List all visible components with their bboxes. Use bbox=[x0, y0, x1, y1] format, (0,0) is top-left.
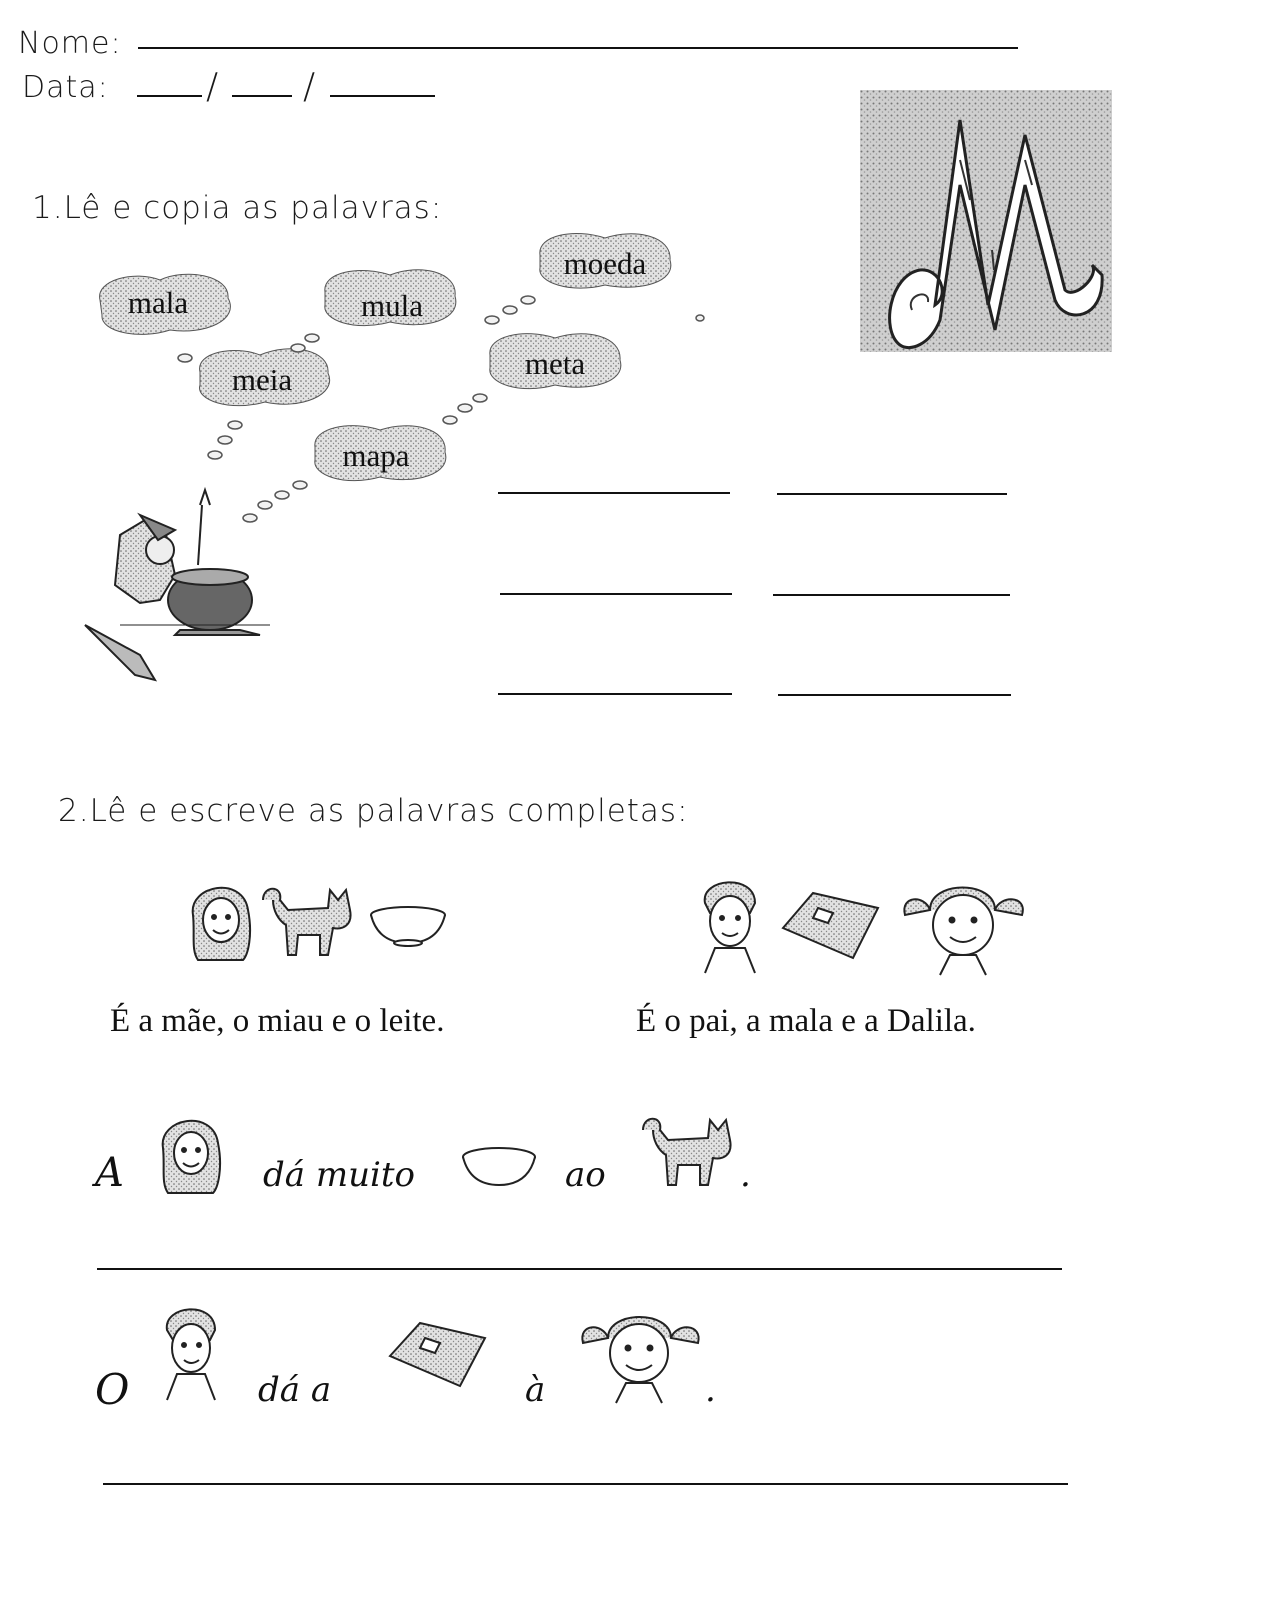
word-mala: mala bbox=[127, 285, 189, 320]
copy-line-3[interactable] bbox=[500, 593, 732, 595]
sentence-left: É a mãe, o miau e o leite. bbox=[110, 1003, 445, 1039]
rebus1-word-a: A bbox=[95, 1150, 124, 1196]
briefcase-picture bbox=[778, 888, 883, 963]
rebus1-period: . bbox=[740, 1155, 751, 1195]
date-separator-2: / bbox=[303, 66, 317, 107]
father-picture bbox=[690, 873, 770, 978]
word-meia: meia bbox=[231, 362, 293, 397]
rebus2-briefcase-icon bbox=[385, 1318, 490, 1390]
copy-line-4[interactable] bbox=[773, 594, 1010, 596]
witch-cauldron-illustration bbox=[80, 485, 280, 690]
rebus1-cat-icon bbox=[638, 1110, 734, 1188]
rebus2-word-o: O bbox=[95, 1365, 130, 1414]
word-mula: mula bbox=[361, 288, 423, 323]
word-meta: meta bbox=[524, 346, 586, 381]
exercise2-instruction: 2.Lê e escreve as palavras completas: bbox=[58, 793, 689, 829]
mother-picture bbox=[183, 875, 258, 965]
rebus1-word-ao: ao bbox=[565, 1155, 606, 1195]
copy-line-6[interactable] bbox=[778, 694, 1011, 696]
bowl-picture bbox=[368, 905, 448, 947]
word-moeda: moeda bbox=[563, 246, 647, 281]
rebus2-father-icon bbox=[155, 1300, 227, 1405]
date-separator-1: / bbox=[206, 66, 220, 107]
sentence-right: É o pai, a mala e a Dalila. bbox=[636, 1003, 976, 1039]
copy-line-5[interactable] bbox=[498, 693, 732, 695]
copy-line-2[interactable] bbox=[777, 493, 1007, 495]
cat-picture bbox=[258, 880, 356, 960]
rebus2-girl-icon bbox=[578, 1305, 703, 1405]
date-label: Data: bbox=[22, 70, 109, 105]
name-label: Nome: bbox=[18, 26, 122, 61]
answer-line-1[interactable] bbox=[97, 1268, 1062, 1270]
rebus1-word-da-muito: dá muito bbox=[263, 1155, 415, 1195]
girl-picture bbox=[900, 875, 1028, 980]
exercise1-instruction: 1.Lê e copia as palavras: bbox=[32, 190, 443, 226]
rebus2-word-a-grave: à bbox=[525, 1370, 546, 1410]
answer-line-2[interactable] bbox=[103, 1483, 1068, 1485]
rebus1-bowl-icon bbox=[460, 1145, 538, 1190]
word-mapa: mapa bbox=[342, 438, 410, 473]
copy-line-1[interactable] bbox=[498, 492, 730, 494]
rebus1-mother-icon bbox=[153, 1108, 233, 1193]
rebus2-period: . bbox=[705, 1370, 716, 1410]
rebus2-word-da-a: dá a bbox=[258, 1370, 332, 1410]
